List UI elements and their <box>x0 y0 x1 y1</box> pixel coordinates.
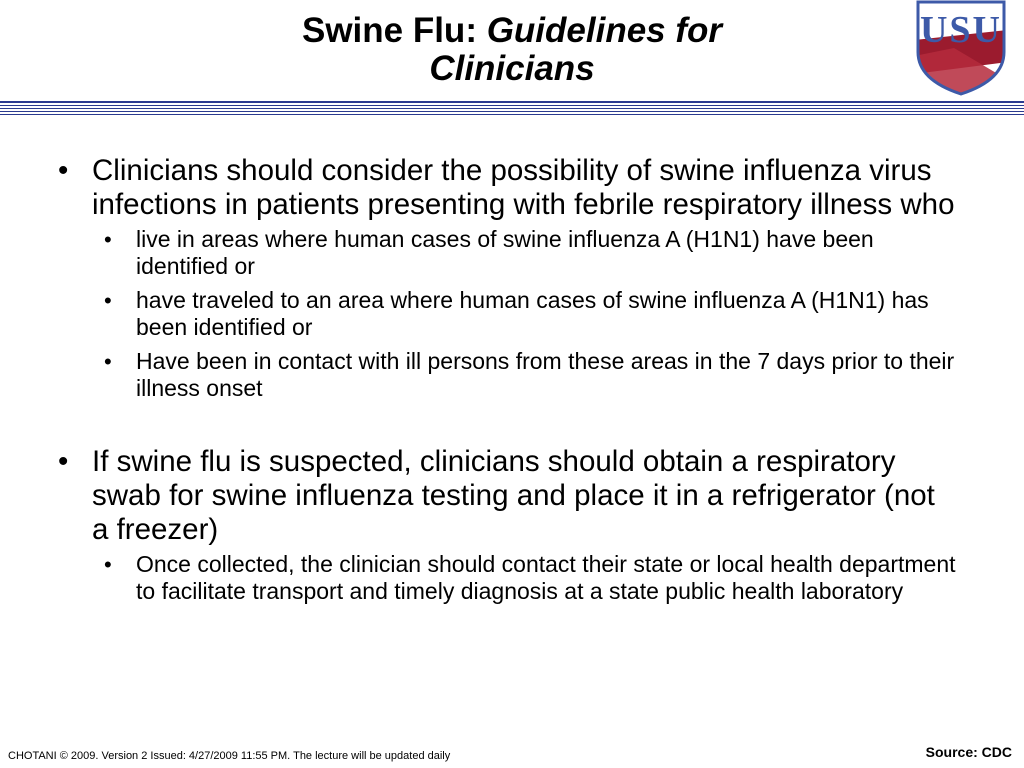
bullet-item <box>58 445 958 547</box>
bullet-marker: • <box>58 445 69 478</box>
logo-letters: USU <box>919 9 1003 51</box>
footer-source: Source: CDC <box>925 744 1012 760</box>
bullet-text: Clinicians should consider the possibility of swine influenza virus infections in patients presenting with febrile respiratory illness who <box>92 154 955 221</box>
title-italic-line-1: Guidelines for <box>486 11 723 50</box>
slide-title <box>180 12 844 88</box>
sub-bullet-text: Once collected, the clinician should contact their state or local health department to facilitate transport and timely diagnosis at a state public health laboratory <box>136 551 956 604</box>
sub-bullet-marker: • <box>104 288 112 313</box>
title-underline <box>0 100 1024 118</box>
sub-bullet-item <box>104 551 958 605</box>
bullet-item <box>58 154 958 222</box>
bullet-spacer <box>58 409 958 445</box>
footer-copyright: CHOTANI © 2009. Version 2 Issued: 4/27/2009 11:55 PM. The lecture will be updated daily <box>8 750 451 762</box>
sub-bullet-item <box>104 348 958 402</box>
title-plain: Swine Flu: <box>301 11 487 50</box>
sub-bullet-text: live in areas where human cases of swine influenza A (H1N1) have been identified or <box>136 226 874 279</box>
slide-body <box>58 154 958 612</box>
title-italic-line-2: Clinicians <box>429 49 595 88</box>
sub-bullet-marker: • <box>104 227 112 252</box>
bullet-marker: • <box>58 154 69 187</box>
sub-bullet-text: Have been in contact with ill persons from these areas in the 7 days prior to their illness onset <box>136 348 955 401</box>
bullet-text: If swine flu is suspected, clinicians should obtain a respiratory swab for swine influenza testing and place it in a refrigerator (not a freezer) <box>92 445 935 546</box>
sub-bullet-marker: • <box>104 552 112 577</box>
sub-bullet-item <box>104 226 958 280</box>
sub-bullet-text: have traveled to an area where human cases of swine influenza A (H1N1) has been identified or <box>136 287 929 340</box>
sub-bullet-marker: • <box>104 349 112 374</box>
usu-logo <box>914 0 1008 96</box>
sub-bullet-item <box>104 287 958 341</box>
